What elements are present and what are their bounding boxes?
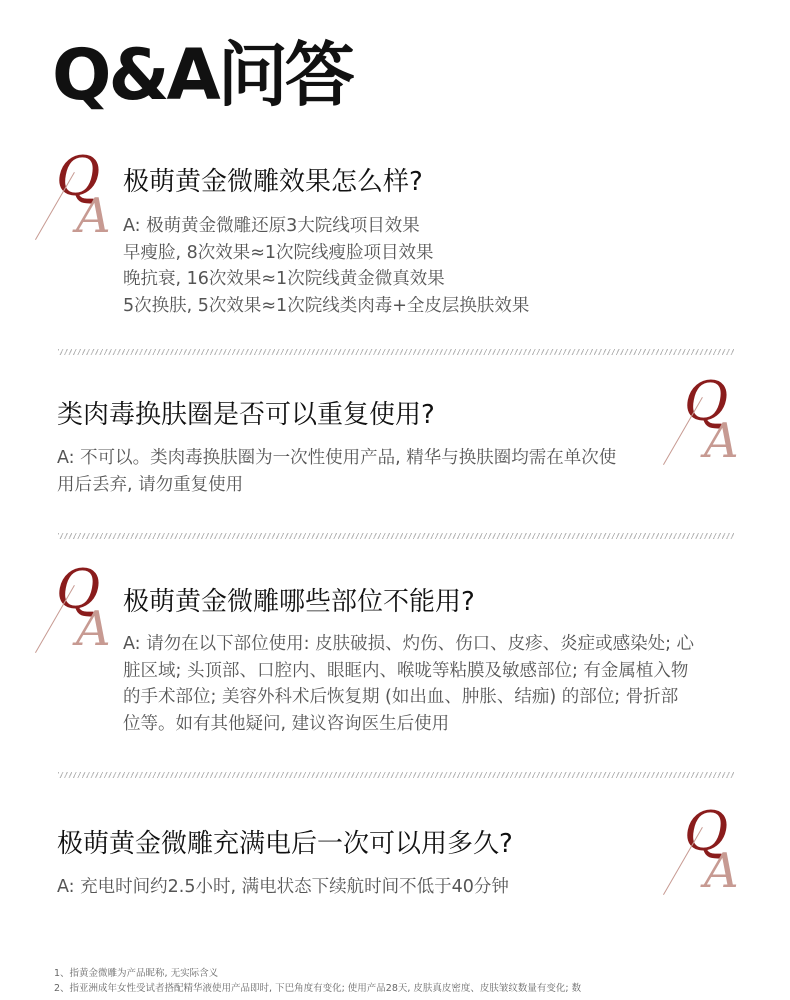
question-3: 极萌黄金微雕哪些部位不能用? xyxy=(123,587,475,617)
answer-line: A: 极萌黄金微雕还原3大院线项目效果 xyxy=(123,216,420,236)
answer-line: A: 请勿在以下部位使用: 皮肤破损、灼伤、伤口、皮疹、炎症或感染处; 心 xyxy=(123,634,695,654)
q-letter: Q xyxy=(56,145,101,208)
question-2: 类肉毒换肤圈是否可以重复使用? xyxy=(57,400,435,430)
answer-line: 晚抗衰, 16次效果≈1次院线黄金微真效果 xyxy=(123,269,445,289)
answer-1 xyxy=(123,213,529,319)
answer-line: 早瘦脸, 8次效果≈1次院线瘦脸项目效果 xyxy=(123,242,434,263)
page-title: Q&A问答 xyxy=(52,34,352,116)
answer-line: A: 充电时间约2.5小时, 满电状态下续航时间不低于40分钟 xyxy=(57,877,509,897)
q-letter: Q xyxy=(684,370,729,433)
answer-line: 的手术部位; 美容外科术后恢复期 (如出血、肿胀、结痂) 的部位; 骨折部 xyxy=(123,687,679,707)
question-4: 极萌黄金微雕充满电后一次可以用多久? xyxy=(57,829,513,859)
q-letter: Q xyxy=(56,558,101,621)
footnote: 1、指黄金微雕为产品昵称, 无实际含义 xyxy=(54,968,219,979)
qa-logo-icon xyxy=(684,370,764,470)
answer-line: 脏区域; 头顶部、口腔内、眼眶内、喉咙等粘膜及敏感部位; 有金属植入物 xyxy=(123,660,689,681)
q-letter: Q xyxy=(684,800,729,863)
answer-2 xyxy=(57,445,677,498)
section-divider xyxy=(58,772,734,778)
qa-logo-icon xyxy=(684,800,764,900)
section-divider xyxy=(58,349,734,355)
answer-line: 位等。如有其他疑问, 建议咨询医生后使用 xyxy=(123,713,450,734)
a-letter: A xyxy=(76,188,111,244)
answer-line: 用后丢弃, 请勿重复使用 xyxy=(57,474,244,495)
question-1: 极萌黄金微雕效果怎么样? xyxy=(123,167,423,197)
answer-line: 5次换肤, 5次效果≈1次院线类肉毒+全皮层换肤效果 xyxy=(123,295,530,316)
a-letter: A xyxy=(76,601,111,657)
answer-4 xyxy=(57,874,657,901)
footnote: 2、指亚洲成年女性受试者搭配精华液使用产品即时, 下巴角度有变化; 使用产品28天, 皮肤真皮密度、皮肤皱纹数量有变化; 数 xyxy=(54,983,582,994)
a-letter: A xyxy=(704,413,739,469)
answer-line: A: 不可以。类肉毒换肤圈为一次性使用产品, 精华与换肤圈均需在单次使 xyxy=(57,448,617,468)
a-letter: A xyxy=(704,843,739,899)
section-divider xyxy=(58,533,734,539)
footnotes xyxy=(54,966,744,996)
answer-3 xyxy=(123,631,743,737)
